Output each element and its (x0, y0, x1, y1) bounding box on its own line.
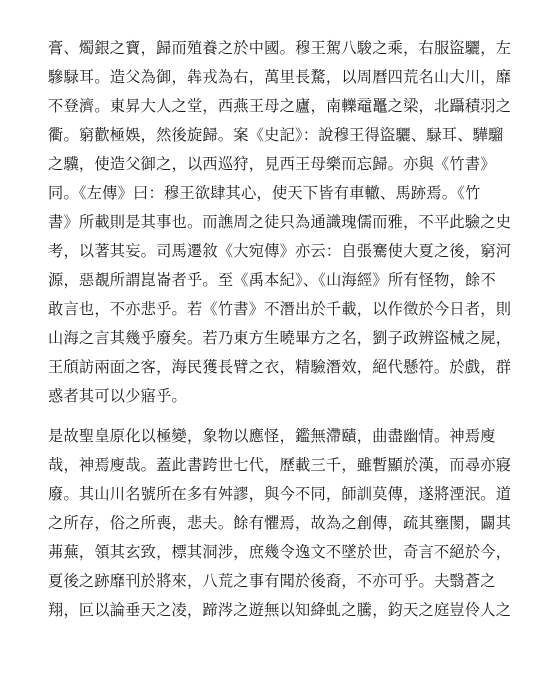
text-line: 源，惡覩所謂崑崙者乎。至《禹本紀》、《山海經》所有怪物，餘不 (48, 271, 496, 289)
paragraph-2 (48, 422, 512, 625)
text-line: 翔，叵以論垂天之凌，蹄涔之遊無以知絳虬之騰，鈞天之庭豈伶人之 (48, 601, 512, 619)
text-line: 衢。窮歡極娛，然後旋歸。案《史記》：說穆王得盜驪、騄耳、驊騮 (48, 126, 504, 144)
text-line: 考，以著其妄。司馬遷敘《大宛傳》亦云：自張騫使大夏之後，窮河 (48, 242, 512, 260)
text-line: 夏後之跡靡刊於將來，八荒之事有聞於後裔，不亦可乎。夫翳蒼之 (48, 572, 496, 590)
text-line: 驂騄耳。造父為御，犇戎為右，萬里長騖，以周曆四荒名山大川，靡 (48, 68, 512, 86)
text-line: 山海之言其幾乎廢矣。若乃東方生曉畢方之名，劉子政辨盜械之屍， (48, 329, 512, 347)
text-line: 之所存，俗之所喪，悲夫。餘有懼焉，故為之創傳，疏其壅閡，闢其 (48, 514, 512, 532)
text-line: 之驥，使造父御之，以西巡狩，見西王母樂而忘歸。亦與《竹書》 (48, 155, 496, 173)
text-line: 敢言也，不亦悲乎。若《竹書》不潛出於千載，以作徵於今日者，則 (48, 300, 512, 318)
text-line: 同。《左傳》曰：穆王欲肆其心，使天下皆有車轍、馬跡焉。《竹 (48, 184, 481, 202)
text-line: 不登濟。東昇大人之堂，西燕王母之廬，南轢黿鼉之梁，北躡積羽之 (48, 97, 512, 115)
text-line: 膏、燭銀之寶，歸而殖養之於中國。穆王駕八駿之乘，右服盜驪，左 (48, 39, 512, 57)
text-line: 廢。其山川名號所在多有舛謬，與今不同，師訓莫傳，遂將湮泯。道 (48, 485, 512, 503)
text-line: 惑者其可以少寤乎。 (48, 387, 187, 405)
text-line: 哉，神焉廋哉。蓋此書跨世七代，歷載三千，雖暫顯於漢，而尋亦寢 (48, 456, 512, 474)
text-line: 是故聖皇原化以極變，象物以應怪，鑑無滯賾，曲盡幽情。神焉廋 (48, 427, 496, 445)
paragraph-1 (48, 34, 512, 411)
text-line: 茀蕪，領其玄致，標其洞涉，庶幾令逸文不墜於世，奇言不絕於今， (48, 543, 512, 561)
text-line: 王頎訪兩面之客，海民獲長臂之衣，精驗潛效，絕代懸符。於戲，群 (48, 358, 512, 376)
text-line: 書》所載則是其事也。而譙周之徒只為通識瑰儒而雅，不平此驗之史 (48, 213, 512, 231)
